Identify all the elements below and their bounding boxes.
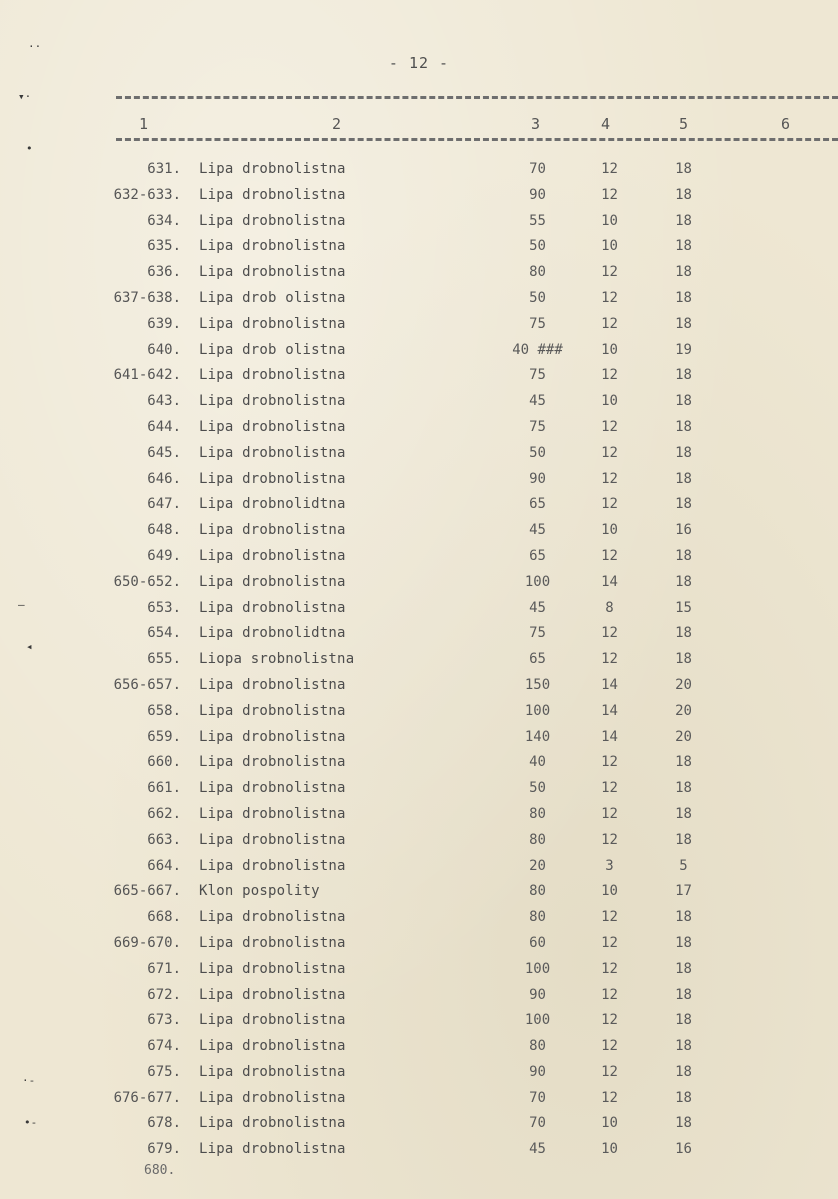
margin-mark: ·- [22, 1074, 36, 1087]
species-name: Lipa drobnolistna [199, 315, 346, 332]
entry-number: 674. [147, 1038, 181, 1055]
col-3-value: 100 [524, 573, 551, 590]
table-row [0, 931, 838, 957]
col-3-value: 45 [529, 599, 546, 616]
col-4-value: 10 [601, 1141, 618, 1158]
entry-number: 669-670. [113, 934, 181, 951]
entry-number: 640. [147, 341, 181, 358]
table-row [0, 621, 838, 647]
entry-number: 660. [147, 754, 181, 771]
species-name: Lipa drobnolistna [199, 1089, 346, 1106]
entry-number: 679. [147, 1141, 181, 1158]
last-entry-number: 680. [144, 1163, 176, 1178]
entry-number: 656-657. [113, 676, 181, 693]
col-4-value: 10 [601, 1115, 618, 1132]
col-4-value: 8 [605, 599, 614, 616]
col-3-value: 70 [529, 161, 546, 177]
species-name: Lipa drobnolistna [199, 238, 346, 255]
col-4-value: 12 [601, 1038, 618, 1055]
col-5-value: 18 [675, 625, 692, 642]
col-5-value: 18 [675, 444, 692, 461]
col-4-value: 12 [601, 1012, 618, 1029]
table-row [0, 828, 838, 854]
species-name: Liopa srobnolistna [199, 651, 355, 668]
entry-number: 664. [147, 857, 181, 874]
col-3-value: 50 [529, 289, 546, 306]
species-name: Klon pospolity [199, 883, 320, 900]
species-name: Lipa drobnolistna [199, 1012, 346, 1029]
table-row [0, 905, 838, 931]
col-4-value: 12 [601, 418, 618, 435]
species-name: Lipa drobnolistna [199, 934, 346, 951]
col-5-value: 18 [675, 831, 692, 848]
entry-number: 654. [147, 625, 181, 642]
entry-number: 637-638. [113, 289, 181, 306]
col-3-value: 90 [529, 986, 546, 1003]
col-4-value: 14 [601, 728, 618, 745]
col-3-value: 80 [529, 883, 546, 900]
col-5-value: 18 [675, 547, 692, 564]
col-3-value: 80 [529, 805, 546, 822]
margin-mark: ·· [28, 40, 42, 53]
species-name: Lipa drobnolistna [199, 367, 346, 384]
species-name: Lipa drobnolistna [199, 161, 346, 177]
header-col-3: 3 [531, 115, 541, 133]
table-row [0, 234, 838, 260]
header-col-2: 2 [332, 115, 342, 133]
header-col-1: 1 [139, 115, 149, 133]
entry-number: 649. [147, 547, 181, 564]
species-name: Lipa drobnolistna [199, 522, 346, 539]
table-row [0, 1034, 838, 1060]
species-name: Lipa drobnolidtna [199, 496, 346, 513]
col-5-value: 18 [675, 960, 692, 977]
entry-number: 636. [147, 264, 181, 281]
col-5-value: 18 [675, 1012, 692, 1029]
col-5-value: 5 [679, 857, 688, 874]
col-3-value: 100 [524, 1012, 551, 1029]
col-5-value: 18 [675, 805, 692, 822]
margin-mark: ◂ [26, 640, 33, 653]
entry-number: 631. [147, 161, 181, 177]
species-name: Lipa drobnolistna [199, 676, 346, 693]
table-row [0, 492, 838, 518]
species-name: Lipa drob olistna [199, 341, 346, 358]
col-5-value: 18 [675, 315, 692, 332]
col-5-value: 18 [675, 651, 692, 668]
col-3-value: 80 [529, 831, 546, 848]
col-3-value: 20 [529, 857, 546, 874]
col-3-value: 50 [529, 780, 546, 797]
entry-number: 676-677. [113, 1089, 181, 1106]
entry-number: 634. [147, 212, 181, 229]
col-5-value: 18 [675, 1038, 692, 1055]
table-row [0, 647, 838, 673]
col-4-value: 12 [601, 289, 618, 306]
col-5-value: 18 [675, 573, 692, 590]
col-3-value: 60 [529, 934, 546, 951]
col-3-value: 75 [529, 625, 546, 642]
col-4-value: 10 [601, 522, 618, 539]
col-3-value: 100 [524, 960, 551, 977]
entry-number: 643. [147, 393, 181, 410]
species-name: Lipa drobnolistna [199, 547, 346, 564]
header-col-5: 5 [679, 115, 689, 133]
table-row [0, 776, 838, 802]
col-4-value: 12 [601, 1063, 618, 1080]
table-row [0, 1060, 838, 1086]
species-name: Lipa drobnolistna [199, 186, 346, 203]
table-row [0, 854, 838, 880]
col-5-value: 16 [675, 522, 692, 539]
entry-number: 650-652. [113, 573, 181, 590]
species-name: Lipa drobnolistna [199, 986, 346, 1003]
species-name: Lipa drobnolistna [199, 418, 346, 435]
col-4-value: 12 [601, 444, 618, 461]
col-3-value: 55 [529, 212, 546, 229]
table-row [0, 1008, 838, 1034]
col-5-value: 20 [675, 702, 692, 719]
table-row [0, 673, 838, 699]
table-row [0, 183, 838, 209]
col-3-value: 40 ### [512, 341, 563, 358]
col-5-value: 18 [675, 909, 692, 926]
table-row [0, 699, 838, 725]
entry-number: 655. [147, 651, 181, 668]
page-number: - 12 - [388, 54, 450, 72]
table-row [0, 338, 838, 364]
col-3-value: 75 [529, 367, 546, 384]
entry-number: 671. [147, 960, 181, 977]
col-5-value: 18 [675, 161, 692, 177]
col-3-value: 80 [529, 264, 546, 281]
entry-number: 659. [147, 728, 181, 745]
col-4-value: 12 [601, 161, 618, 177]
col-5-value: 18 [675, 264, 692, 281]
col-5-value: 18 [675, 1063, 692, 1080]
entry-number: 661. [147, 780, 181, 797]
col-5-value: 17 [675, 883, 692, 900]
species-name: Lipa drobnolistna [199, 393, 346, 410]
entry-number: 645. [147, 444, 181, 461]
table-top-rule [116, 96, 838, 99]
col-3-value: 140 [524, 728, 551, 745]
entry-number: 641-642. [113, 367, 181, 384]
species-name: Lipa drob olistna [199, 289, 346, 306]
col-5-value: 19 [675, 341, 692, 358]
col-5-value: 18 [675, 289, 692, 306]
species-name: Lipa drobnolistna [199, 1063, 346, 1080]
species-name: Lipa drobnolistna [199, 1115, 346, 1132]
col-3-value: 65 [529, 651, 546, 668]
species-name: Lipa drobnolistna [199, 599, 346, 616]
col-4-value: 12 [601, 625, 618, 642]
col-5-value: 18 [675, 496, 692, 513]
col-3-value: 50 [529, 444, 546, 461]
species-name: Lipa drobnolistna [199, 1141, 346, 1158]
entry-number: 647. [147, 496, 181, 513]
col-3-value: 45 [529, 1141, 546, 1158]
table-row [0, 544, 838, 570]
table-row [0, 957, 838, 983]
table-row [0, 983, 838, 1009]
col-5-value: 18 [675, 186, 692, 203]
col-4-value: 12 [601, 1089, 618, 1106]
table-header-rule [116, 138, 838, 141]
col-3-value: 90 [529, 186, 546, 203]
table-row [0, 312, 838, 338]
table-body [0, 157, 838, 1163]
table-row [0, 879, 838, 905]
entry-number: 662. [147, 805, 181, 822]
col-4-value: 12 [601, 831, 618, 848]
entry-number: 639. [147, 315, 181, 332]
table-row [0, 725, 838, 751]
col-4-value: 14 [601, 676, 618, 693]
species-name: Lipa drobnolistna [199, 573, 346, 590]
entry-number: 648. [147, 522, 181, 539]
col-4-value: 12 [601, 367, 618, 384]
species-name: Lipa drobnolistna [199, 780, 346, 797]
entry-number: 678. [147, 1115, 181, 1132]
table-row [0, 750, 838, 776]
col-5-value: 20 [675, 728, 692, 745]
col-5-value: 18 [675, 393, 692, 410]
table-row [0, 1137, 838, 1163]
col-4-value: 12 [601, 754, 618, 771]
col-3-value: 45 [529, 393, 546, 410]
col-4-value: 3 [605, 857, 614, 874]
col-4-value: 12 [601, 960, 618, 977]
species-name: Lipa drobnolidtna [199, 625, 346, 642]
species-name: Lipa drobnolistna [199, 444, 346, 461]
entry-number: 644. [147, 418, 181, 435]
col-3-value: 90 [529, 1063, 546, 1080]
col-4-value: 10 [601, 238, 618, 255]
col-4-value: 12 [601, 470, 618, 487]
col-4-value: 12 [601, 315, 618, 332]
species-name: Lipa drobnolistna [199, 264, 346, 281]
col-3-value: 150 [524, 676, 551, 693]
col-3-value: 65 [529, 547, 546, 564]
table-row [0, 467, 838, 493]
col-4-value: 10 [601, 883, 618, 900]
table-row [0, 209, 838, 235]
species-name: Lipa drobnolistna [199, 857, 346, 874]
col-4-value: 14 [601, 573, 618, 590]
col-3-value: 50 [529, 238, 546, 255]
col-3-value: 100 [524, 702, 551, 719]
margin-mark: •- [24, 1116, 38, 1129]
table-row [0, 157, 838, 183]
margin-mark: • [26, 142, 33, 155]
entry-number: 658. [147, 702, 181, 719]
table-row [0, 441, 838, 467]
col-5-value: 18 [675, 418, 692, 435]
col-5-value: 20 [675, 676, 692, 693]
species-name: Lipa drobnolistna [199, 909, 346, 926]
col-4-value: 12 [601, 934, 618, 951]
table-row [0, 802, 838, 828]
col-3-value: 90 [529, 470, 546, 487]
species-name: Lipa drobnolistna [199, 470, 346, 487]
table-row [0, 518, 838, 544]
col-5-value: 18 [675, 470, 692, 487]
header-col-6: 6 [781, 115, 791, 133]
col-4-value: 12 [601, 547, 618, 564]
entry-number: 665-667. [113, 883, 181, 900]
col-3-value: 65 [529, 496, 546, 513]
col-5-value: 18 [675, 986, 692, 1003]
col-5-value: 18 [675, 934, 692, 951]
entry-number: 663. [147, 831, 181, 848]
col-4-value: 12 [601, 986, 618, 1003]
col-5-value: 18 [675, 1089, 692, 1106]
col-3-value: 75 [529, 418, 546, 435]
entry-number: 646. [147, 470, 181, 487]
col-3-value: 80 [529, 909, 546, 926]
col-5-value: 18 [675, 238, 692, 255]
col-4-value: 10 [601, 212, 618, 229]
col-3-value: 80 [529, 1038, 546, 1055]
table-row [0, 389, 838, 415]
col-5-value: 18 [675, 754, 692, 771]
col-5-value: 18 [675, 780, 692, 797]
col-4-value: 12 [601, 264, 618, 281]
species-name: Lipa drobnolistna [199, 702, 346, 719]
table-row [0, 286, 838, 312]
species-name: Lipa drobnolistna [199, 754, 346, 771]
col-5-value: 18 [675, 212, 692, 229]
margin-mark: ▾· [18, 90, 32, 103]
entry-number: 635. [147, 238, 181, 255]
col-4-value: 12 [601, 909, 618, 926]
col-3-value: 45 [529, 522, 546, 539]
col-5-value: 18 [675, 367, 692, 384]
species-name: Lipa drobnolistna [199, 1038, 346, 1055]
header-col-4: 4 [601, 115, 611, 133]
col-3-value: 75 [529, 315, 546, 332]
col-4-value: 12 [601, 780, 618, 797]
col-5-value: 18 [675, 1115, 692, 1132]
col-3-value: 40 [529, 754, 546, 771]
col-4-value: 12 [601, 186, 618, 203]
table-row [0, 596, 838, 622]
species-name: Lipa drobnolistna [199, 960, 346, 977]
col-3-value: 70 [529, 1089, 546, 1106]
col-4-value: 10 [601, 393, 618, 410]
entry-number: 632-633. [113, 186, 181, 203]
table-row [0, 570, 838, 596]
table-row [0, 415, 838, 441]
col-5-value: 15 [675, 599, 692, 616]
table-row [0, 1111, 838, 1137]
col-3-value: 70 [529, 1115, 546, 1132]
col-4-value: 12 [601, 496, 618, 513]
entry-number: 653. [147, 599, 181, 616]
species-name: Lipa drobnolistna [199, 212, 346, 229]
species-name: Lipa drobnolistna [199, 831, 346, 848]
species-name: Lipa drobnolistna [199, 728, 346, 745]
margin-mark: — [18, 598, 25, 611]
table-row [0, 1086, 838, 1112]
entry-number: 675. [147, 1063, 181, 1080]
entry-number: 673. [147, 1012, 181, 1029]
species-name: Lipa drobnolistna [199, 805, 346, 822]
entry-number: 668. [147, 909, 181, 926]
entry-number: 672. [147, 986, 181, 1003]
table-row [0, 260, 838, 286]
col-5-value: 16 [675, 1141, 692, 1158]
col-4-value: 14 [601, 702, 618, 719]
col-4-value: 12 [601, 651, 618, 668]
col-4-value: 10 [601, 341, 618, 358]
col-4-value: 12 [601, 805, 618, 822]
table-row [0, 363, 838, 389]
